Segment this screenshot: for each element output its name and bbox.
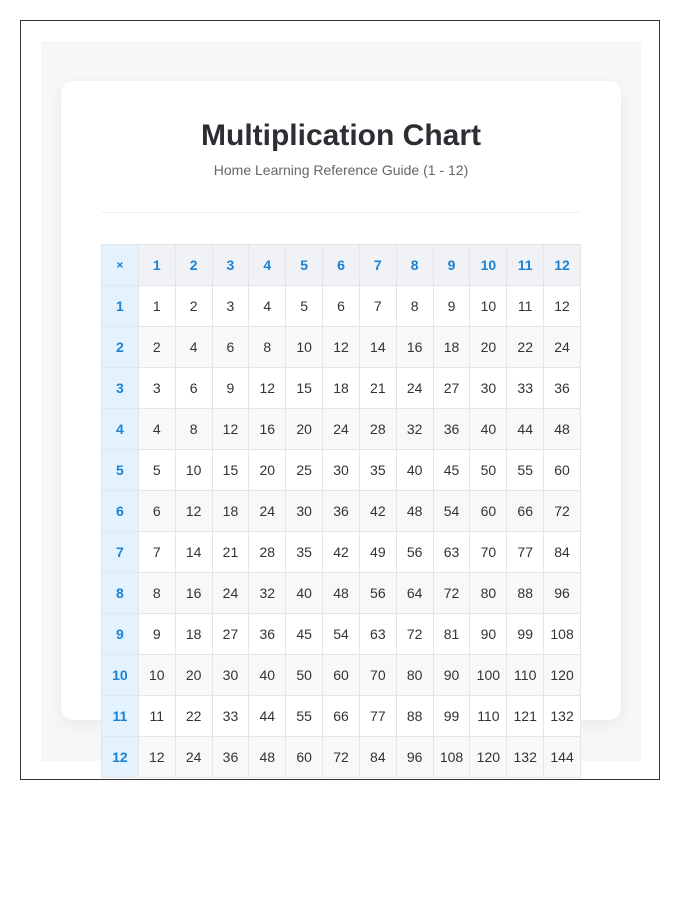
product-cell: 1 <box>138 286 175 327</box>
product-cell: 77 <box>507 532 544 573</box>
column-header: 12 <box>544 245 581 286</box>
product-cell: 11 <box>507 286 544 327</box>
product-cell: 36 <box>544 368 581 409</box>
product-cell: 6 <box>138 491 175 532</box>
product-cell: 30 <box>323 450 360 491</box>
product-cell: 108 <box>433 737 470 778</box>
product-cell: 48 <box>249 737 286 778</box>
product-cell: 8 <box>175 409 212 450</box>
product-cell: 66 <box>323 696 360 737</box>
column-header: 6 <box>323 245 360 286</box>
product-cell: 8 <box>396 286 433 327</box>
product-cell: 35 <box>359 450 396 491</box>
row-header: 2 <box>102 327 139 368</box>
product-cell: 120 <box>544 655 581 696</box>
product-cell: 36 <box>433 409 470 450</box>
product-cell: 50 <box>286 655 323 696</box>
row-header: 11 <box>102 696 139 737</box>
product-cell: 24 <box>212 573 249 614</box>
table-row <box>102 491 581 532</box>
product-cell: 72 <box>323 737 360 778</box>
product-cell: 77 <box>359 696 396 737</box>
product-cell: 55 <box>286 696 323 737</box>
column-header: 9 <box>433 245 470 286</box>
product-cell: 5 <box>138 450 175 491</box>
product-cell: 56 <box>359 573 396 614</box>
product-cell: 40 <box>249 655 286 696</box>
table-row <box>102 696 581 737</box>
column-header: 4 <box>249 245 286 286</box>
product-cell: 50 <box>470 450 507 491</box>
column-header: 11 <box>507 245 544 286</box>
product-cell: 28 <box>359 409 396 450</box>
product-cell: 96 <box>396 737 433 778</box>
product-cell: 3 <box>138 368 175 409</box>
product-cell: 18 <box>433 327 470 368</box>
product-cell: 42 <box>323 532 360 573</box>
product-cell: 16 <box>396 327 433 368</box>
product-cell: 110 <box>470 696 507 737</box>
product-cell: 84 <box>544 532 581 573</box>
column-header: 7 <box>359 245 396 286</box>
product-cell: 60 <box>323 655 360 696</box>
product-cell: 20 <box>470 327 507 368</box>
product-cell: 24 <box>396 368 433 409</box>
product-cell: 36 <box>323 491 360 532</box>
product-cell: 48 <box>323 573 360 614</box>
product-cell: 48 <box>396 491 433 532</box>
product-cell: 30 <box>286 491 323 532</box>
column-header: 3 <box>212 245 249 286</box>
column-header: 5 <box>286 245 323 286</box>
product-cell: 14 <box>175 532 212 573</box>
product-cell: 21 <box>359 368 396 409</box>
product-cell: 18 <box>212 491 249 532</box>
product-cell: 108 <box>544 614 581 655</box>
row-header: 1 <box>102 286 139 327</box>
product-cell: 84 <box>359 737 396 778</box>
product-cell: 70 <box>470 532 507 573</box>
page-subtitle: Home Learning Reference Guide (1 - 12) <box>213 162 469 178</box>
product-cell: 11 <box>138 696 175 737</box>
product-cell: 12 <box>175 491 212 532</box>
product-cell: 56 <box>396 532 433 573</box>
table-row <box>102 655 581 696</box>
product-cell: 45 <box>433 450 470 491</box>
product-cell: 15 <box>286 368 323 409</box>
product-cell: 24 <box>544 327 581 368</box>
product-cell: 132 <box>544 696 581 737</box>
column-header-row <box>102 245 581 286</box>
row-header: 3 <box>102 368 139 409</box>
product-cell: 96 <box>544 573 581 614</box>
product-cell: 25 <box>286 450 323 491</box>
product-cell: 40 <box>396 450 433 491</box>
product-cell: 12 <box>544 286 581 327</box>
multiplication-table <box>101 244 581 778</box>
row-header: 5 <box>102 450 139 491</box>
row-header: 7 <box>102 532 139 573</box>
table-row <box>102 450 581 491</box>
product-cell: 60 <box>544 450 581 491</box>
product-cell: 90 <box>470 614 507 655</box>
product-cell: 18 <box>175 614 212 655</box>
product-cell: 2 <box>138 327 175 368</box>
product-cell: 8 <box>249 327 286 368</box>
product-cell: 20 <box>249 450 286 491</box>
product-cell: 110 <box>507 655 544 696</box>
product-cell: 12 <box>138 737 175 778</box>
product-cell: 48 <box>544 409 581 450</box>
product-cell: 18 <box>323 368 360 409</box>
product-cell: 4 <box>175 327 212 368</box>
product-cell: 27 <box>433 368 470 409</box>
product-cell: 45 <box>286 614 323 655</box>
product-cell: 30 <box>212 655 249 696</box>
product-cell: 22 <box>175 696 212 737</box>
product-cell: 72 <box>396 614 433 655</box>
product-cell: 12 <box>249 368 286 409</box>
product-cell: 64 <box>396 573 433 614</box>
product-cell: 6 <box>175 368 212 409</box>
product-cell: 32 <box>396 409 433 450</box>
product-cell: 70 <box>359 655 396 696</box>
product-cell: 30 <box>470 368 507 409</box>
product-cell: 21 <box>212 532 249 573</box>
product-cell: 5 <box>286 286 323 327</box>
table-row <box>102 573 581 614</box>
table-row <box>102 368 581 409</box>
product-cell: 36 <box>249 614 286 655</box>
product-cell: 10 <box>175 450 212 491</box>
product-cell: 88 <box>396 696 433 737</box>
product-cell: 72 <box>433 573 470 614</box>
row-header: 4 <box>102 409 139 450</box>
product-cell: 99 <box>507 614 544 655</box>
product-cell: 144 <box>544 737 581 778</box>
product-cell: 40 <box>286 573 323 614</box>
product-cell: 132 <box>507 737 544 778</box>
row-header: 10 <box>102 655 139 696</box>
product-cell: 49 <box>359 532 396 573</box>
product-cell: 6 <box>212 327 249 368</box>
product-cell: 9 <box>138 614 175 655</box>
product-cell: 16 <box>249 409 286 450</box>
product-cell: 55 <box>507 450 544 491</box>
product-cell: 32 <box>249 573 286 614</box>
divider <box>101 212 581 213</box>
product-cell: 16 <box>175 573 212 614</box>
product-cell: 6 <box>323 286 360 327</box>
product-cell: 4 <box>138 409 175 450</box>
table-row <box>102 532 581 573</box>
product-cell: 20 <box>175 655 212 696</box>
table-row <box>102 327 581 368</box>
product-cell: 24 <box>249 491 286 532</box>
row-header: 8 <box>102 573 139 614</box>
table-row <box>102 737 581 778</box>
product-cell: 10 <box>286 327 323 368</box>
column-header: 8 <box>396 245 433 286</box>
multiply-icon: × <box>102 245 139 286</box>
product-cell: 120 <box>470 737 507 778</box>
product-cell: 54 <box>433 491 470 532</box>
table-row <box>102 286 581 327</box>
product-cell: 3 <box>212 286 249 327</box>
product-cell: 9 <box>212 368 249 409</box>
product-cell: 9 <box>433 286 470 327</box>
column-header: 2 <box>175 245 212 286</box>
product-cell: 60 <box>470 491 507 532</box>
column-header: 10 <box>470 245 507 286</box>
product-cell: 80 <box>470 573 507 614</box>
product-cell: 22 <box>507 327 544 368</box>
page-title: Multiplication Chart <box>201 119 481 152</box>
product-cell: 2 <box>175 286 212 327</box>
product-cell: 54 <box>323 614 360 655</box>
product-cell: 24 <box>323 409 360 450</box>
product-cell: 60 <box>286 737 323 778</box>
product-cell: 72 <box>544 491 581 532</box>
product-cell: 28 <box>249 532 286 573</box>
product-cell: 27 <box>212 614 249 655</box>
table-row <box>102 614 581 655</box>
product-cell: 12 <box>323 327 360 368</box>
product-cell: 33 <box>507 368 544 409</box>
product-cell: 90 <box>433 655 470 696</box>
product-cell: 15 <box>212 450 249 491</box>
table-row <box>102 409 581 450</box>
product-cell: 14 <box>359 327 396 368</box>
column-header: 1 <box>138 245 175 286</box>
product-cell: 81 <box>433 614 470 655</box>
row-header: 9 <box>102 614 139 655</box>
row-header: 12 <box>102 737 139 778</box>
product-cell: 10 <box>470 286 507 327</box>
product-cell: 42 <box>359 491 396 532</box>
product-cell: 80 <box>396 655 433 696</box>
product-cell: 44 <box>249 696 286 737</box>
product-cell: 33 <box>212 696 249 737</box>
product-cell: 40 <box>470 409 507 450</box>
product-cell: 7 <box>359 286 396 327</box>
product-cell: 7 <box>138 532 175 573</box>
product-cell: 44 <box>507 409 544 450</box>
product-cell: 88 <box>507 573 544 614</box>
product-cell: 63 <box>359 614 396 655</box>
row-header: 6 <box>102 491 139 532</box>
product-cell: 24 <box>175 737 212 778</box>
product-cell: 10 <box>138 655 175 696</box>
product-cell: 4 <box>249 286 286 327</box>
product-cell: 121 <box>507 696 544 737</box>
product-cell: 66 <box>507 491 544 532</box>
product-cell: 12 <box>212 409 249 450</box>
product-cell: 63 <box>433 532 470 573</box>
product-cell: 99 <box>433 696 470 737</box>
product-cell: 100 <box>470 655 507 696</box>
product-cell: 8 <box>138 573 175 614</box>
product-cell: 36 <box>212 737 249 778</box>
product-cell: 20 <box>286 409 323 450</box>
product-cell: 35 <box>286 532 323 573</box>
